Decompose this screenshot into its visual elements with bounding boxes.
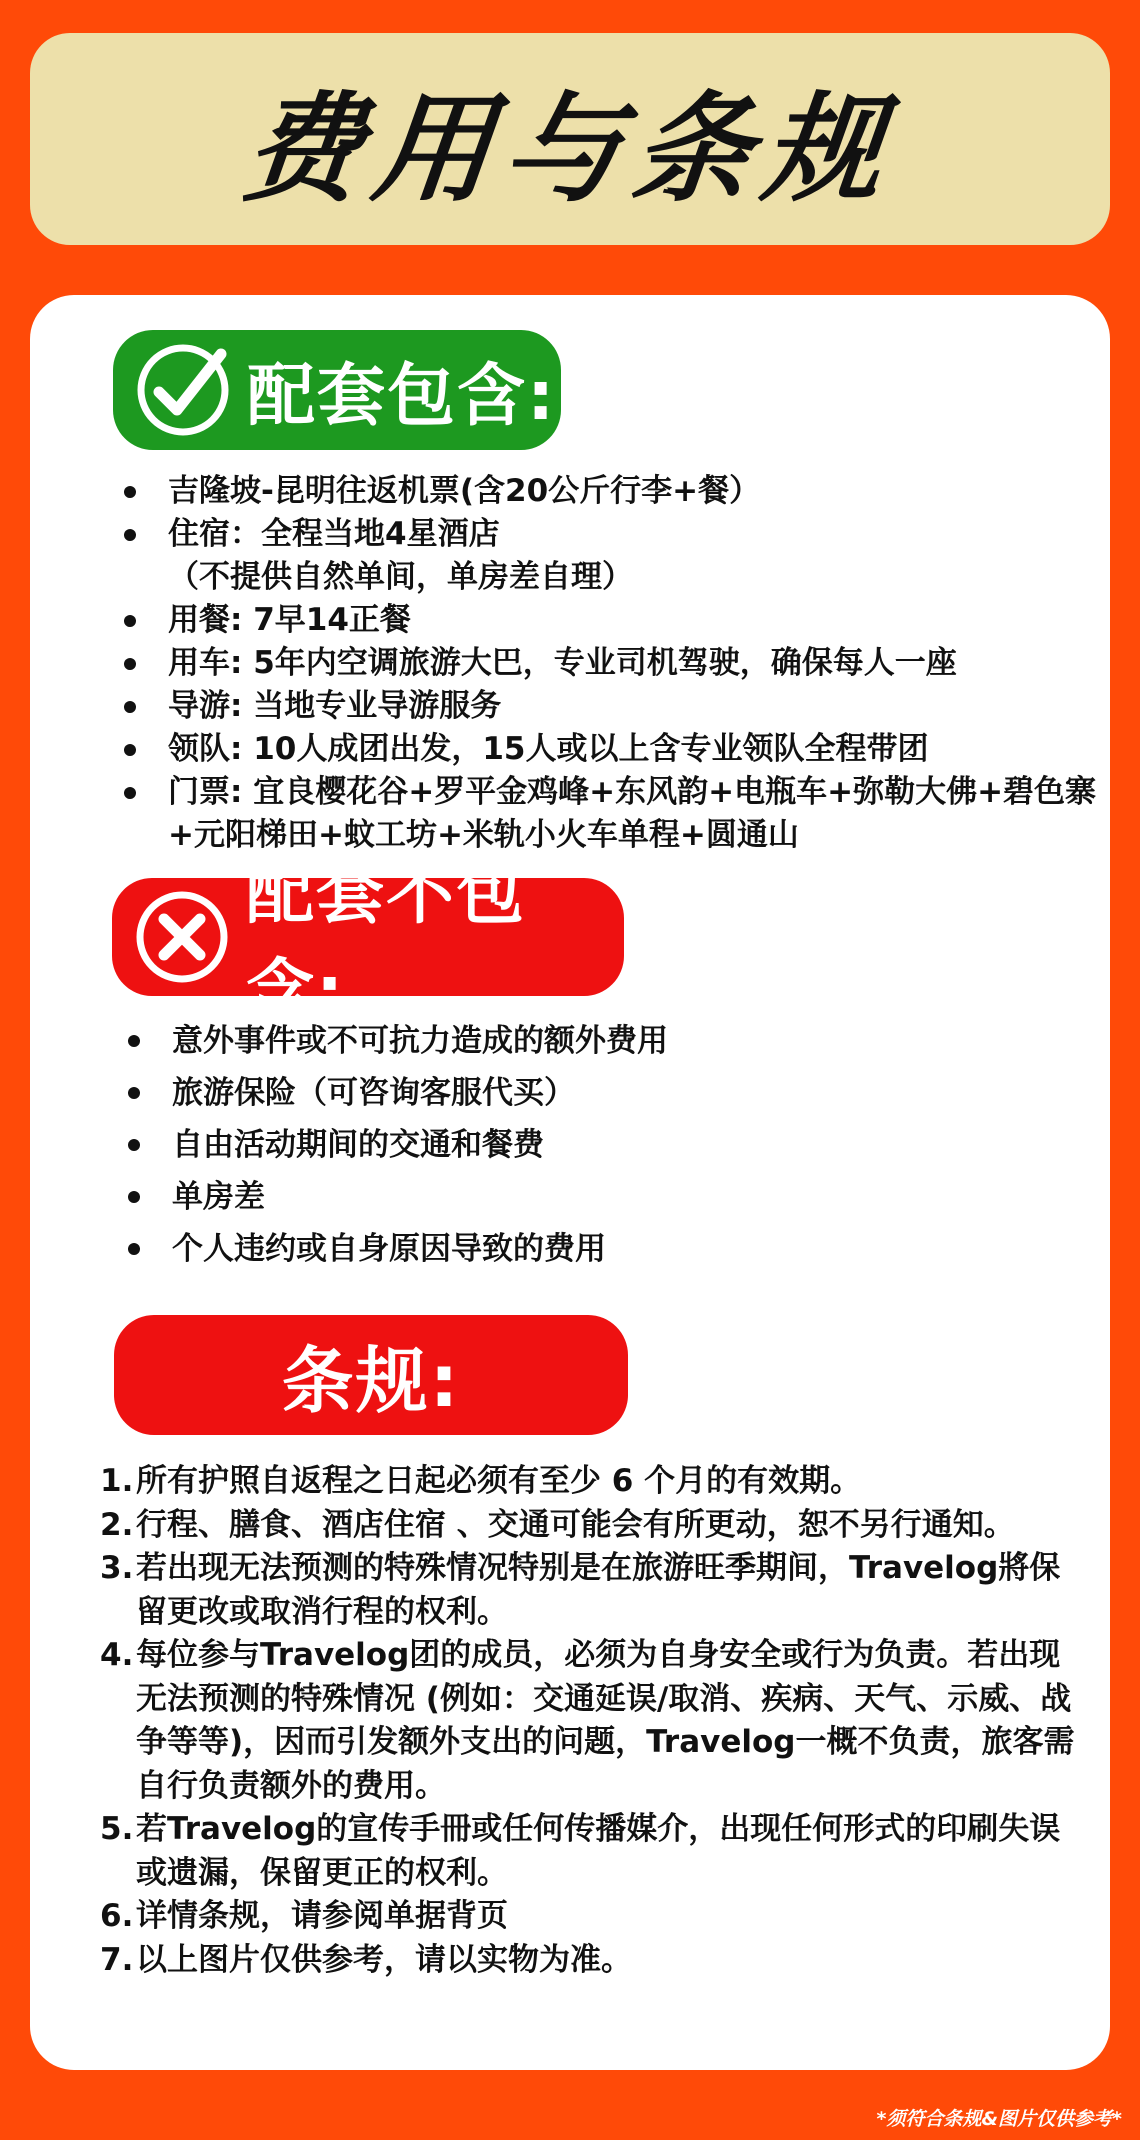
excluded-list [122,1015,1022,1275]
rule-text: 行程、膳食、酒店住宿 、交通可能会有所更动，恕不另行通知。 [136,1506,1015,1543]
excluded-heading-badge [112,855,624,1031]
included-item: 领队: 10人成团出发，15人或以上含专业领队全程带团 [118,728,1108,771]
rule-item [100,1895,1080,1939]
rules-list [100,1460,1080,1982]
excluded-item: 自由活动期间的交通和餐费 [122,1119,1022,1171]
x-circle-icon [132,887,232,987]
rule-number: 3. [100,1550,134,1586]
excluded-item: 意外事件或不可抗力造成的额外费用 [122,1015,1022,1067]
included-item: 用车: 5年内空调旅游大巴，专业司机驾驶，确保每人一座 [118,642,1108,685]
included-heading: 配套包含: [247,356,557,436]
rule-text: 以上图片仅供参考，请以实物为准。 [136,1941,632,1978]
included-item: 住宿：全程当地4星酒店 （不提供自然单间，单房差自理） [118,513,1108,599]
included-item: 用餐: 7早14正餐 [118,599,1108,642]
page-title: 费用与条规 [236,80,902,218]
excluded-item: 单房差 [122,1171,1022,1223]
rule-number: 7. [100,1941,134,1978]
included-item: 导游: 当地专业导游服务 [118,685,1108,728]
rule-text: 详情条规，请参阅单据背页 [136,1898,508,1934]
excluded-item: 旅游保险（可咨询客服代买） [122,1067,1022,1119]
rule-text: 若出现无法预测的特殊情况特别是在旅游旺季期间，Travelog將保留更改或取消行程的权利。 [136,1550,1061,1630]
check-circle-icon [133,340,233,440]
rule-item [100,1547,1080,1634]
rule-number: 6. [100,1898,134,1934]
rule-item [100,1808,1080,1895]
rule-number: 4. [100,1637,134,1673]
content-card [30,295,1110,2070]
rule-number: 5. [100,1811,134,1847]
rule-item [100,1460,1080,1504]
rule-number: 2. [100,1506,134,1543]
rule-number: 1. [100,1463,134,1499]
rule-item [100,1939,1080,1983]
rule-text: 所有护照自返程之日起必须有至少 6 个月的有效期。 [136,1463,862,1499]
rule-item [100,1504,1080,1548]
rules-heading-badge [114,1315,628,1435]
included-list [118,470,1108,857]
excluded-heading: 配套不包含: [246,855,527,1031]
rule-text: 每位参与Travelog团的成员，必须为自身安全或行为负责。若出现无法预测的特殊情况 (例如：交通延误/取消、疾病、天气、示威、战争等等)，因而引发额外支出的问题，Travelog一概不负责，旅客需自行负责额外的费用。 [136,1637,1075,1804]
included-item: 门票: 宜良樱花谷+罗平金鸡峰+东风韵+电瓶车+弥勒大佛+碧色寨+元阳梯田+蚊工坊+米轨小火车单程+圆通山 [118,771,1108,857]
rule-item [100,1634,1080,1808]
rule-text: 若Travelog的宣传手冊或任何传播媒介，出现任何形式的印刷失误或遗漏，保留更正的权利。 [136,1811,1061,1891]
rules-heading: 条规: [281,1339,461,1423]
excluded-item: 个人违约或自身原因导致的费用 [122,1223,1022,1275]
title-banner [30,33,1110,245]
included-item: 吉隆坡-昆明往返机票(含20公斤行李+餐） [118,470,1108,513]
footnote: *须符合条规&图片仅供参考* [876,2108,1122,2130]
included-heading-badge [113,330,561,450]
